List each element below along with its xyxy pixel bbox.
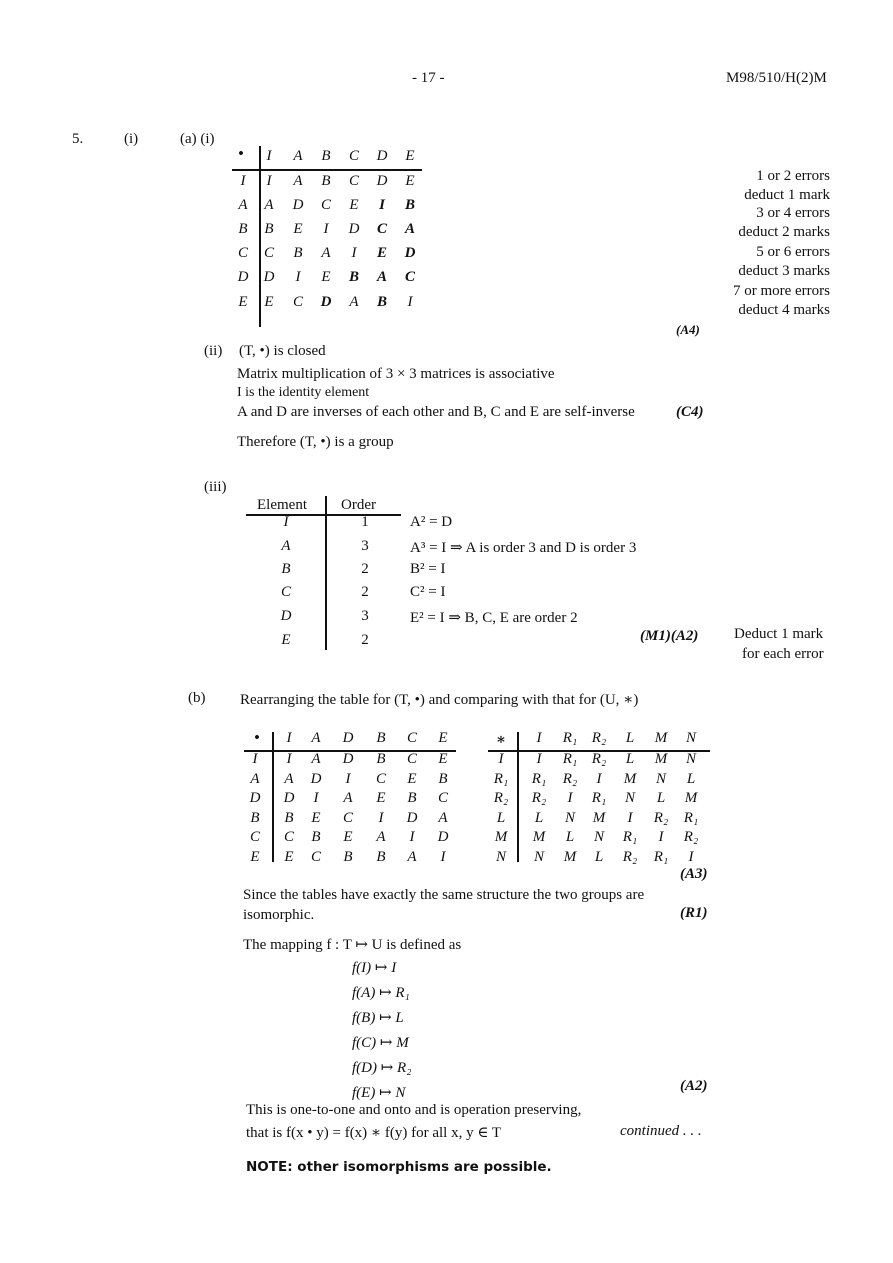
table-cell: C (437, 790, 448, 806)
marking-notes-errors (650, 168, 830, 328)
table-cell: A (404, 221, 415, 237)
table-cell: B (284, 809, 294, 826)
table-cell: R₁ (653, 848, 669, 865)
table-cell: N (564, 809, 575, 826)
table-cell: A (293, 173, 303, 189)
table-cell: A (349, 294, 359, 310)
table-cell: E (407, 770, 417, 787)
mark-a3: (A3) (680, 866, 708, 882)
table-cell: I (295, 269, 301, 285)
isomorphism-note: NOTE: other isomorphisms are possible. (246, 1159, 552, 1175)
table-cell: R₁ (562, 751, 578, 767)
table-cell: I (658, 829, 664, 845)
table-cell: I (596, 770, 602, 787)
row-label: I (498, 751, 504, 767)
table-cell: N (685, 751, 696, 767)
table-cell: C (310, 848, 321, 865)
column-header: E (405, 148, 415, 164)
table-cell: C (348, 173, 359, 189)
row-label: L (496, 809, 506, 826)
column-header: R₁ (562, 730, 578, 746)
mark-c4: (C4) (676, 404, 704, 420)
table1-header-rule (232, 169, 422, 171)
table-cell: R₁ (622, 829, 638, 845)
table-cell: R₂ (653, 809, 669, 826)
table-cell: C (376, 221, 387, 237)
mark-r1: (R1) (680, 905, 708, 921)
table-cell: E (343, 829, 353, 845)
order-working-line: A² = D (410, 514, 453, 530)
column-header: A (293, 148, 303, 164)
table-cell: E (321, 269, 331, 285)
table-cell: E (438, 751, 448, 767)
table-cell: C (292, 294, 303, 310)
mapping-line: f(E) ↦ N (352, 1085, 406, 1101)
column-header: D (342, 730, 354, 746)
table-cell: A (264, 197, 274, 213)
element-symbol: C (280, 584, 291, 600)
mapping-line: f(A) ↦ R₁ (352, 985, 410, 1001)
order-column-header: Order (341, 497, 376, 513)
since-line-2: isomorphic. (243, 907, 315, 923)
element-symbol: I (283, 514, 289, 530)
row-label: B (238, 221, 248, 237)
table-cell: C (263, 245, 274, 261)
order-working-line: A³ = I ⇒ A is order 3 and D is order 3 (410, 540, 637, 556)
table-cell: M (563, 848, 577, 865)
element-symbol: E (281, 632, 291, 648)
table-cell: C (406, 751, 417, 767)
table-cell: I (313, 790, 319, 806)
row-label: R₁ (493, 770, 509, 787)
table-cell: E (376, 245, 387, 261)
column-header: M (654, 730, 668, 746)
column-header: I (536, 730, 542, 746)
mark-a4: (A4) (676, 322, 700, 337)
column-header: L (625, 730, 635, 746)
table-cell: M (684, 790, 698, 806)
cayley-table-t (228, 146, 428, 331)
table-cell: B (348, 269, 359, 285)
table-cell: R₂ (683, 829, 699, 845)
table-cell: A (438, 809, 448, 826)
element-symbol: B (281, 561, 291, 577)
table-cell: D (376, 173, 388, 189)
table-cell: I (286, 751, 292, 767)
table-cell: L (534, 809, 544, 826)
row-label: C (249, 829, 260, 845)
row-label: N (495, 848, 506, 865)
marking-note: deduct 3 marks (738, 263, 830, 279)
part-i-label: (i) (124, 131, 139, 147)
table-u (486, 730, 711, 870)
marking-note: deduct 4 marks (738, 302, 830, 318)
element-order: 2 (361, 632, 369, 648)
mapping-line: f(B) ↦ L (352, 1010, 404, 1026)
table-cell: M (623, 770, 637, 787)
column-header: I (266, 148, 272, 164)
table-cell: D (283, 790, 295, 806)
table-cell: R₂ (562, 770, 578, 787)
table-cell: M (592, 809, 606, 826)
table-t-divider (272, 732, 274, 862)
part-ii-label: (ii) (204, 343, 223, 359)
table-cell: B (407, 790, 417, 806)
column-header: N (685, 730, 696, 746)
marking-note: 5 or 6 errors (756, 244, 830, 260)
table-cell: D (404, 245, 416, 261)
table-cell: I (351, 245, 357, 261)
part-iii-label: (iii) (204, 479, 227, 495)
table-cell: N (624, 790, 635, 806)
table-cell: M (532, 829, 546, 845)
table-cell: L (686, 770, 696, 787)
table-cell: I (266, 173, 272, 189)
table-cell: D (406, 809, 418, 826)
operation-preserving-line: that is f(x • y) = f(x) ∗ f(y) for all x, y ∈ T (246, 1125, 502, 1141)
mark-a2: (A2) (680, 1078, 708, 1094)
table-cell: R₁ (683, 809, 699, 826)
column-header: E (438, 730, 448, 746)
table-cell: I (536, 751, 542, 767)
row-label: A (238, 197, 248, 213)
identity-line: I is the identity element (237, 385, 370, 400)
part-a-i-label: (a) (i) (180, 131, 215, 147)
marking-note: deduct 2 marks (738, 224, 830, 240)
element-order: 2 (361, 584, 369, 600)
rearranged-table-t (242, 730, 462, 870)
table-cell: B (404, 197, 415, 213)
table-cell: C (404, 269, 415, 285)
table-cell: D (437, 829, 449, 845)
table-cell: L (594, 848, 604, 865)
deduct-note-2: for each error (742, 646, 824, 662)
table-cell: R₁ (531, 770, 547, 787)
order-working-line: E² = I ⇒ B, C, E are order 2 (410, 610, 578, 626)
element-order: 1 (361, 514, 369, 530)
mapping-line: f(I) ↦ I (352, 960, 397, 976)
row-label: I (252, 751, 258, 767)
table-cell: A (376, 829, 386, 845)
row-label: D (249, 790, 261, 806)
table-cell: I (688, 848, 694, 865)
column-header: C (348, 148, 359, 164)
table-cell: I (409, 829, 415, 845)
table-cell: I (567, 790, 573, 806)
element-order: 3 (361, 538, 369, 554)
table-cell: A (321, 245, 331, 261)
order-working-line: C² = I (410, 584, 446, 600)
closure-line: (T, •) is closed (239, 343, 326, 359)
table-cell: I (407, 294, 413, 310)
document-code: M98/510/H(2)M (726, 70, 827, 86)
row-label: M (494, 829, 508, 845)
table-cell: A (311, 751, 321, 767)
element-order: 2 (361, 561, 369, 577)
page-number: - 17 - (412, 70, 445, 86)
column-header: B (376, 730, 386, 746)
order-working (410, 514, 690, 634)
table-cell: R₂ (622, 848, 638, 865)
table-cell: I (379, 197, 385, 213)
table-cell: M (654, 751, 668, 767)
table-cell: D (292, 197, 304, 213)
row-label: I (240, 173, 246, 189)
table-cell: E (264, 294, 274, 310)
table-cell: N (655, 770, 666, 787)
marking-note: 3 or 4 errors (756, 205, 830, 221)
element-order: 3 (361, 608, 369, 624)
element-symbol: D (280, 608, 292, 624)
mapping-intro: The mapping f : T ↦ U is defined as (243, 937, 462, 953)
table-cell: R₂ (591, 751, 607, 767)
column-header: B (321, 148, 331, 164)
table-cell: B (376, 294, 387, 310)
mapping-line: f(C) ↦ M (352, 1035, 409, 1051)
table-cell: B (343, 848, 353, 865)
table-cell: E (284, 848, 294, 865)
table-cell: I (345, 770, 351, 787)
table-cell: A (376, 269, 387, 285)
operation-symbol: ∗ (495, 732, 507, 748)
column-header: D (376, 148, 388, 164)
table-cell: C (283, 829, 294, 845)
table-cell: A (284, 770, 294, 787)
marking-note: 7 or more errors (732, 283, 830, 299)
inverses-line: A and D are inverses of each other and B, C and E are self-inverse (237, 404, 635, 420)
table-cell: I (323, 221, 329, 237)
since-line-1: Since the tables have exactly the same structure the two groups are (243, 887, 645, 903)
table-cell: R₁ (591, 790, 607, 806)
marking-note: deduct 1 mark (744, 187, 830, 203)
table-cell: E (293, 221, 303, 237)
continued-label: continued . . . (620, 1123, 702, 1139)
table-cell: N (593, 829, 604, 845)
mapping-line: f(D) ↦ R₂ (352, 1060, 412, 1076)
table-cell: C (342, 809, 353, 826)
mapping-list (352, 958, 552, 1108)
table-cell: D (310, 770, 322, 787)
row-label: A (250, 770, 260, 787)
mark-m1-a2: (M1)(A2) (640, 628, 699, 644)
question-number: 5. (72, 131, 84, 147)
row-label: C (237, 245, 248, 261)
table-cell: C (320, 197, 331, 213)
column-header: C (406, 730, 417, 746)
table-cell: L (565, 829, 575, 845)
table-cell: A (343, 790, 353, 806)
table-cell: E (311, 809, 321, 826)
group-conclusion: Therefore (T, •) is a group (237, 434, 394, 450)
operation-symbol: • (238, 146, 244, 162)
deduct-note-1: Deduct 1 mark (734, 626, 824, 642)
table-cell: L (625, 751, 635, 767)
table-cell: B (311, 829, 321, 845)
rearranging-intro: Rearranging the table for (T, •) and comparing with that for (U, ∗) (240, 692, 639, 708)
row-label: E (250, 848, 260, 865)
part-b-label: (b) (188, 690, 206, 706)
table-cell: D (320, 294, 332, 310)
table-cell: A (407, 848, 417, 865)
table-cell: I (627, 809, 633, 826)
table-cell: D (348, 221, 360, 237)
marking-note: 1 or 2 errors (756, 168, 830, 184)
order-table (246, 514, 406, 654)
table-cell: B (264, 221, 274, 237)
table-cell: I (378, 809, 384, 826)
table-cell: L (656, 790, 666, 806)
table-cell: B (376, 848, 386, 865)
column-header: I (286, 730, 292, 746)
order-working-line: B² = I (410, 561, 446, 577)
element-column-header: Element (257, 497, 307, 513)
table-cell: N (533, 848, 544, 865)
table-cell: C (375, 770, 386, 787)
table-cell: E (405, 173, 415, 189)
row-label: B (250, 809, 260, 826)
associative-line: Matrix multiplication of 3 × 3 matrices is associative (237, 366, 555, 382)
operation-symbol: • (254, 730, 260, 746)
column-header: A (311, 730, 321, 746)
table-cell: E (376, 790, 386, 806)
element-symbol: A (281, 538, 291, 554)
table-cell: D (263, 269, 275, 285)
table-cell: E (349, 197, 359, 213)
table-cell: R₂ (531, 790, 547, 806)
table-cell: I (440, 848, 446, 865)
table-cell: B (438, 770, 448, 787)
row-label: R₂ (493, 790, 509, 806)
table-cell: B (376, 751, 386, 767)
one-to-one-line: This is one-to-one and onto and is operation preserving, (246, 1102, 582, 1118)
table-u-divider (517, 732, 519, 862)
table-cell: B (293, 245, 303, 261)
table-cell: B (321, 173, 331, 189)
row-label: E (238, 294, 248, 310)
column-header: R₂ (591, 730, 607, 746)
row-label: D (237, 269, 249, 285)
table-cell: D (342, 751, 354, 767)
